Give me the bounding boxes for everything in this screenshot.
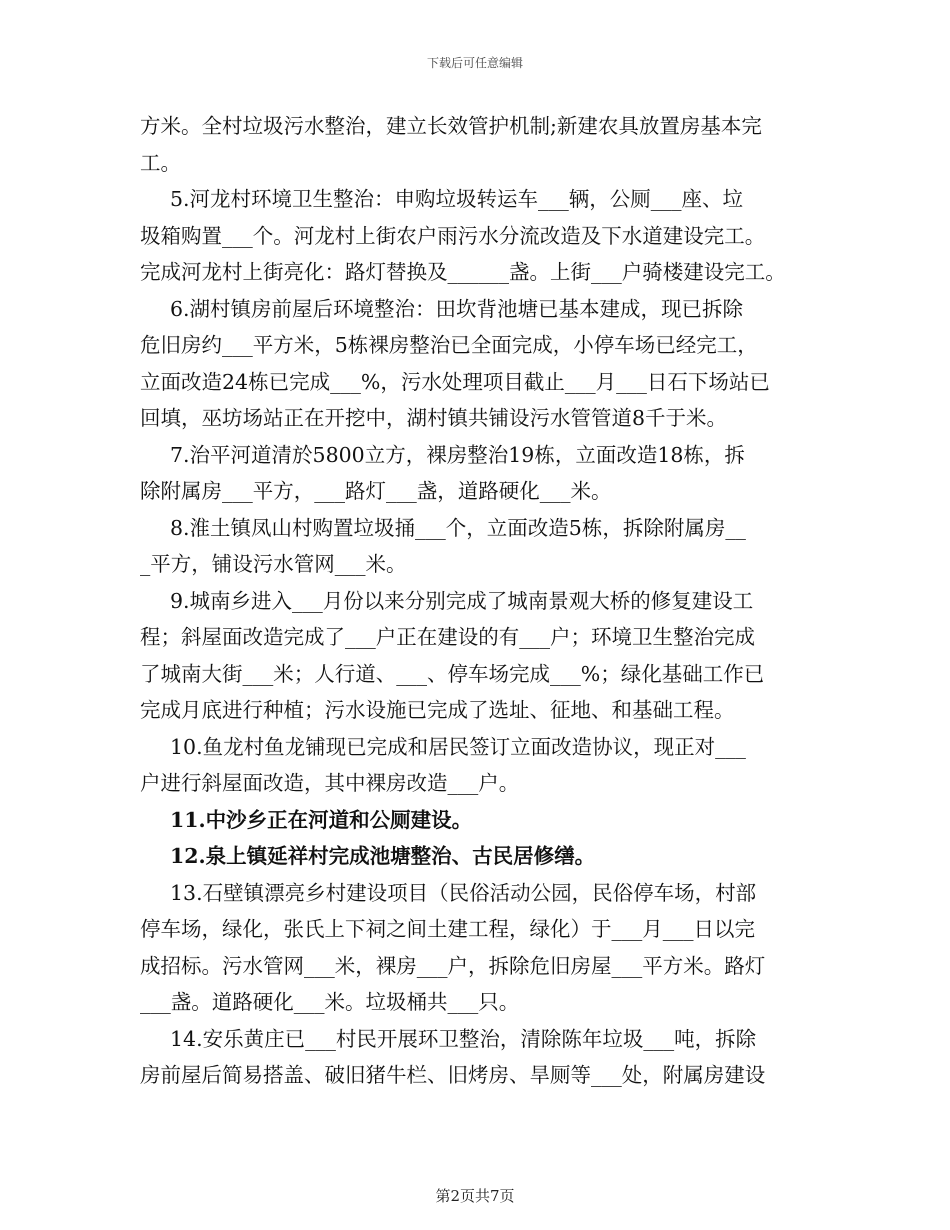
text-line: 除附属房___平方，___路灯___盏，道路硬化___米。 bbox=[140, 479, 612, 503]
text-line: 程；斜屋面改造完成了___户正在建设的有___户；环境卫生整治完成 bbox=[140, 625, 755, 649]
text-line: 方米。全村垃圾污水整治，建立长效管护机制;新建农具放置房基本完 bbox=[140, 114, 762, 138]
text-line: 户进行斜屋面改造，其中裸房改造___户。 bbox=[140, 771, 520, 795]
text-line: 5.河龙村环境卫生整治：申购垃圾转运车___辆，公厕___座、垃 bbox=[170, 187, 744, 211]
text-line: 完成月底进行种植；污水设施已完成了选址、征地、和基础工程。 bbox=[140, 698, 735, 722]
text-line: 11.中沙乡正在河道和公厕建设。 bbox=[170, 807, 473, 832]
text-line: 停车场，绿化，张氏上下祠之间土建工程，绿化）于___月___日以完 bbox=[140, 917, 755, 941]
document-body bbox=[140, 108, 816, 1094]
page-header: 下载后可任意编辑 bbox=[426, 56, 523, 70]
text-line: 圾箱购置___个。河龙村上街农户雨污水分流改造及下水道建设完工。 bbox=[140, 223, 766, 248]
text-line: 12.泉上镇延祥村完成池塘整治、古民居修缮。 bbox=[170, 844, 596, 868]
text-line: 危旧房约___平方米，5栋裸房整治已全面完成，小停车场已经完工， bbox=[140, 333, 758, 357]
text-line: _平方，铺设污水管网___米。 bbox=[140, 552, 407, 576]
text-line: 工。 bbox=[140, 150, 181, 175]
text-line: 6.湖村镇房前屋后环境整治：田坎背池塘已基本建成，现已拆除 bbox=[170, 296, 744, 321]
text-line: 10.鱼龙村鱼龙铺现已完成和居民签订立面改造协议，现正对___ bbox=[170, 734, 746, 759]
text-line: 9.城南乡进入___月份以来分别完成了城南景观大桥的修复建设工 bbox=[170, 588, 754, 613]
text-line: 立面改造24栋已完成___%，污水处理项目截止___月___日石下场站已 bbox=[140, 369, 770, 394]
text-line: ___盏。道路硬化___米。垃圾桶共___只。 bbox=[140, 990, 520, 1014]
text-line: 回填，巫坊场站正在开挖中，湖村镇共铺设污水管管道8千于米。 bbox=[140, 406, 728, 430]
text-line: 8.淮土镇凤山村购置垃圾捅___个，立面改造5栋，拆除附属房__ bbox=[170, 515, 746, 540]
text-line: 完成河龙村上街亮化：路灯替换及______盏。上街___户骑楼建设完工。 bbox=[140, 260, 786, 284]
text-line: 房前屋后简易搭盖、破旧猪牛栏、旧烤房、旱厕等___处，附属房建设 bbox=[140, 1063, 766, 1087]
text-line: 了城南大街___米；人行道、___、停车场完成___%；绿化基础工作已 bbox=[140, 661, 765, 686]
text-line: 成招标。污水管网___米，裸房___户，拆除危旧房屋___平方米。路灯 bbox=[140, 953, 766, 978]
page-footer: 第2页共7页 bbox=[435, 1187, 515, 1205]
text-line: 7.治平河道清於5800立方，裸房整治19栋，立面改造18栋，拆 bbox=[170, 442, 745, 467]
text-line: 14.安乐黄庄已___村民开展环卫整治，清除陈年垃圾___吨，拆除 bbox=[170, 1026, 757, 1051]
text-line: 13.石壁镇漂亮乡村建设项目（民俗活动公园，民俗停车场，村部 bbox=[170, 880, 757, 905]
